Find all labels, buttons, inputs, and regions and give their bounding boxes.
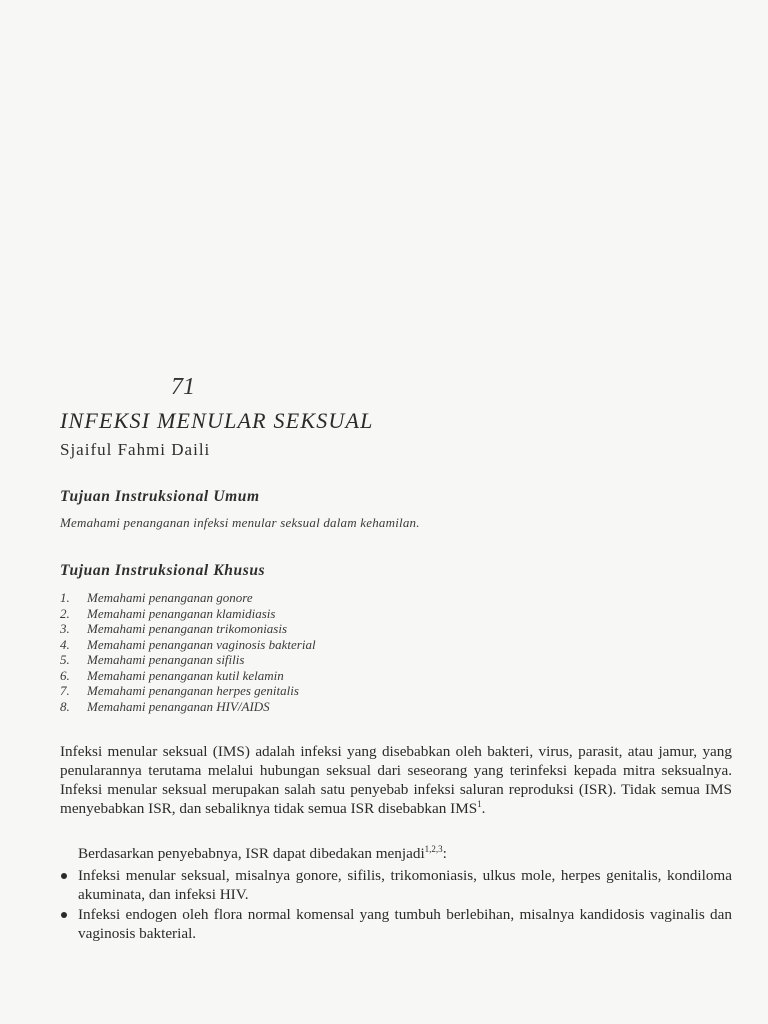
classification-paragraph xyxy=(60,844,732,863)
general-objective-text: Memahami penanganan infeksi menular seksual dalam kehamilan. xyxy=(60,515,420,530)
list-item xyxy=(60,590,316,606)
list-item-text: Memahami penanganan sifilis xyxy=(87,652,245,667)
list-item-number: 3. xyxy=(60,621,70,636)
intro-paragraph-end: . xyxy=(481,800,486,817)
list-item-text: Memahami penanganan herpes genitalis xyxy=(87,683,299,698)
list-item xyxy=(60,637,316,653)
list-item xyxy=(60,668,316,684)
list-item-text: Memahami penanganan klamidiasis xyxy=(87,605,276,621)
bullet-text: Infeksi endogen oleh flora normal komensal yang tumbuh berlebihan, misalnya kandidosis vaginalis dan vaginosis bakterial. xyxy=(78,906,732,942)
isr-cause-list xyxy=(60,866,732,944)
reference-marker: 1,2,3 xyxy=(424,843,443,854)
intro-paragraph-text: Infeksi menular seksual (IMS) adalah infeksi yang disebabkan oleh bakteri, virus, parasit, atau jamur, yang penularannya terutama melalui hubungan seksual dari seseorang yang terinfeksi kepada mitra seksualnya. Infeksi menular seksual merupakan salah satu penyebab infeksi saluran reproduksi (ISR). Tidak semua IMS menyebabkan ISR, dan sebaliknya tidak semua ISR disebabkan IMS xyxy=(60,743,732,817)
general-objective-heading: Tujuan Instruksional Umum xyxy=(60,488,260,505)
chapter-author: Sjaiful Fahmi Daili xyxy=(60,440,211,459)
bullet-text: Infeksi menular seksual, misalnya gonore, sifilis, trikomoniasis, ulkus mole, herpes genitalis, kondiloma akuminata, dan infeksi HIV. xyxy=(78,867,732,903)
list-item-number: 6. xyxy=(60,667,70,683)
intro-paragraph xyxy=(60,742,732,818)
list-item xyxy=(60,621,316,637)
chapter-number: 71 xyxy=(171,374,195,400)
bullet-item xyxy=(60,866,732,904)
list-item xyxy=(60,699,316,715)
list-item xyxy=(60,606,316,622)
specific-objectives-heading: Tujuan Instruksional Khusus xyxy=(60,562,266,579)
list-item-text: Memahami penanganan trikomoniasis xyxy=(87,621,288,636)
list-item-number: 4. xyxy=(60,636,70,652)
bullet-icon xyxy=(61,912,67,918)
classification-paragraph-text: Berdasarkan penyebabnya, ISR dapat dibedakan menjadi xyxy=(78,845,425,862)
list-item-text: Memahami penanganan kutil kelamin xyxy=(87,667,284,683)
list-item-text: Memahami penanganan gonore xyxy=(87,590,253,605)
list-item-number: 2. xyxy=(60,605,70,621)
bullet-item xyxy=(60,905,732,943)
list-item xyxy=(60,652,316,668)
list-item-number: 7. xyxy=(60,683,70,698)
chapter-title: INFEKSI MENULAR SEKSUAL xyxy=(60,408,374,433)
list-item-number: 5. xyxy=(60,652,70,667)
specific-objectives-list xyxy=(60,590,316,714)
list-item-text: Memahami penanganan HIV/AIDS xyxy=(87,698,270,714)
list-item xyxy=(60,683,316,699)
bullet-icon xyxy=(61,873,67,879)
classification-paragraph-end: : xyxy=(442,845,447,862)
list-item-text: Memahami penanganan vaginosis bakterial xyxy=(87,636,316,652)
list-item-number: 8. xyxy=(60,698,70,714)
list-item-number: 1. xyxy=(60,590,70,605)
reference-marker: 1 xyxy=(477,798,482,809)
